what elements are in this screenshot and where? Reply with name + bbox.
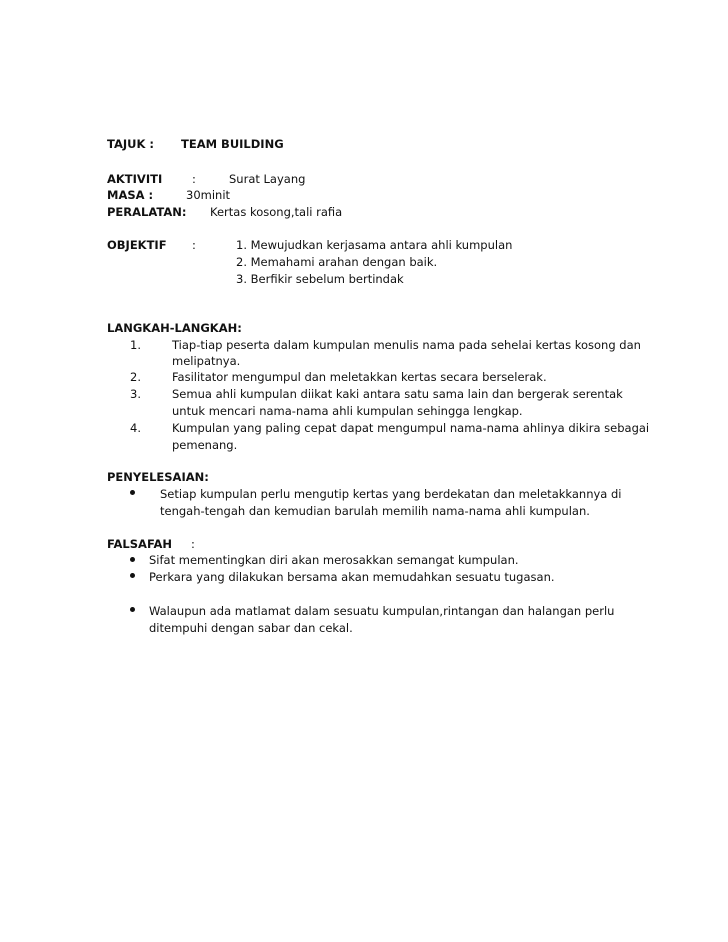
falsafah-item-1: Sifat mementingkan diri akan merosakkan semangat kumpulan. [149,553,519,567]
langkah-step-4-line2: pemenang. [172,438,238,452]
falsafah-item-3-line2: ditempuhi dengan sabar dan cekal. [149,621,353,635]
aktiviti-colon: : [192,172,196,186]
falsafah-colon: : [191,537,195,551]
objektif-item-2: 2. Memahami arahan dengan baik. [236,255,438,269]
falsafah-item-2: Perkara yang dilakukan bersama akan memudahkan sesuatu tugasan. [149,570,555,584]
penyelesaian-heading: PENYELESAIAN: [107,470,209,484]
tajuk-label: TAJUK : [107,137,154,151]
langkah-step-1-line2: melipatnya. [172,354,241,368]
objektif-colon: : [192,238,196,252]
masa-value: 30minit [186,188,231,202]
peralatan-label: PERALATAN: [107,205,187,219]
falsafah-heading: FALSAFAH [107,537,173,551]
penyelesaian-line2: tengah-tengah dan kemudian barulah memilih nama-nama ahli kumpulan. [160,504,590,518]
langkah-step-2-line1: Fasilitator mengumpul dan meletakkan kertas secara berselerak. [172,370,547,384]
objektif-item-1: 1. Mewujudkan kerjasama antara ahli kumpulan [236,238,513,252]
masa-label: MASA : [107,188,154,202]
bullet-icon [130,557,135,562]
langkah-num-2: 2. [130,370,141,384]
falsafah-item-3-line1: Walaupun ada matlamat dalam sesuatu kumpulan,rintangan dan halangan perlu [149,604,615,618]
langkah-step-1-line1: Tiap-tiap peserta dalam kumpulan menulis nama pada sehelai kertas kosong dan [172,338,641,352]
aktiviti-label: AKTIVITI [107,172,163,186]
aktiviti-value: Surat Layang [229,172,306,186]
langkah-num-4: 4. [130,421,141,435]
peralatan-value: Kertas kosong,tali rafia [210,205,343,219]
langkah-step-4-line1: Kumpulan yang paling cepat dapat mengumpul nama-nama ahlinya dikira sebagai [172,421,650,435]
langkah-heading: LANGKAH-LANGKAH: [107,321,242,335]
bullet-icon [130,573,135,578]
langkah-step-3-line2: untuk mencari nama-nama ahli kumpulan sehingga lengkap. [172,404,523,418]
penyelesaian-line1: Setiap kumpulan perlu mengutip kertas yang berdekatan dan meletakkannya di [160,487,622,501]
langkah-num-3: 3. [130,387,141,401]
bullet-icon [130,607,135,612]
langkah-step-3-line1: Semua ahli kumpulan diikat kaki antara satu sama lain dan bergerak serentak [172,387,623,401]
langkah-num-1: 1. [130,338,141,352]
tajuk-value: TEAM BUILDING [181,137,284,151]
objektif-label: OBJEKTIF [107,238,167,252]
bullet-icon [130,490,135,495]
objektif-item-3: 3. Berfikir sebelum bertindak [236,272,404,286]
